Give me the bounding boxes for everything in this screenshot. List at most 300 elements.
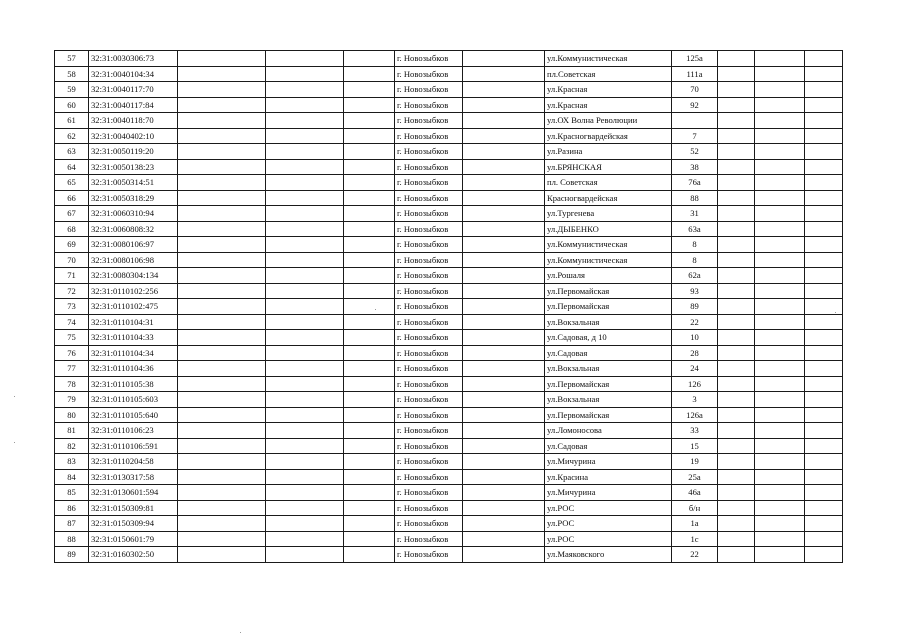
empty-cell (718, 516, 755, 532)
empty-cell (463, 531, 545, 547)
city-cell: г. Новозыбков (395, 66, 463, 82)
empty-cell (755, 175, 805, 191)
empty-cell (755, 438, 805, 454)
empty-cell (755, 128, 805, 144)
street-cell: ул.Красная (545, 82, 672, 98)
empty-cell (755, 531, 805, 547)
empty-cell (805, 128, 843, 144)
empty-cell (805, 97, 843, 113)
empty-cell (805, 66, 843, 82)
cadastral-number-cell: 32:31:0110104:36 (89, 361, 178, 377)
empty-cell (178, 330, 266, 346)
empty-cell (266, 392, 344, 408)
empty-cell (344, 144, 395, 160)
empty-cell (266, 159, 344, 175)
empty-cell (266, 175, 344, 191)
row-number-cell: 62 (55, 128, 89, 144)
house-number-cell: 38 (672, 159, 718, 175)
street-cell: ул.Первомайская (545, 299, 672, 315)
empty-cell (344, 531, 395, 547)
city-cell: г. Новозыбков (395, 221, 463, 237)
empty-cell (805, 283, 843, 299)
empty-cell (718, 283, 755, 299)
street-cell: ул.Садовая (545, 438, 672, 454)
empty-cell (178, 392, 266, 408)
empty-cell (266, 190, 344, 206)
cadastral-number-cell: 32:31:0080106:98 (89, 252, 178, 268)
empty-cell (266, 314, 344, 330)
empty-cell (805, 392, 843, 408)
table-row (55, 252, 843, 268)
table-row (55, 407, 843, 423)
cadastral-number-cell: 32:31:0080106:97 (89, 237, 178, 253)
empty-cell (755, 252, 805, 268)
empty-cell (266, 423, 344, 439)
empty-cell (755, 485, 805, 501)
empty-cell (178, 516, 266, 532)
empty-cell (805, 82, 843, 98)
empty-cell (755, 144, 805, 160)
empty-cell (755, 407, 805, 423)
empty-cell (344, 51, 395, 67)
empty-cell (463, 438, 545, 454)
street-cell: ул.Маяковского (545, 547, 672, 563)
city-cell: г. Новозыбков (395, 392, 463, 408)
cadastral-number-cell: 32:31:0110105:640 (89, 407, 178, 423)
empty-cell (344, 268, 395, 284)
empty-cell (805, 438, 843, 454)
row-number-cell: 77 (55, 361, 89, 377)
empty-cell (266, 361, 344, 377)
row-number-cell: 59 (55, 82, 89, 98)
empty-cell (805, 330, 843, 346)
scan-speck (14, 442, 15, 443)
row-number-cell: 82 (55, 438, 89, 454)
row-number-cell: 67 (55, 206, 89, 222)
empty-cell (718, 376, 755, 392)
street-cell: ул.БРЯНСКАЯ (545, 159, 672, 175)
empty-cell (805, 376, 843, 392)
empty-cell (178, 407, 266, 423)
cadastral-number-cell: 32:31:0040402:10 (89, 128, 178, 144)
table-row (55, 454, 843, 470)
row-number-cell: 79 (55, 392, 89, 408)
empty-cell (718, 314, 755, 330)
street-cell: ул.Первомайская (545, 283, 672, 299)
city-cell: г. Новозыбков (395, 97, 463, 113)
cadastral-registry-table (54, 50, 843, 563)
street-cell: ул.Садовая (545, 345, 672, 361)
empty-cell (805, 144, 843, 160)
empty-cell (266, 345, 344, 361)
city-cell: г. Новозыбков (395, 237, 463, 253)
city-cell: г. Новозыбков (395, 144, 463, 160)
empty-cell (718, 547, 755, 563)
city-cell: г. Новозыбков (395, 531, 463, 547)
cadastral-number-cell: 32:31:0110105:38 (89, 376, 178, 392)
empty-cell (344, 516, 395, 532)
empty-cell (805, 190, 843, 206)
empty-cell (718, 500, 755, 516)
empty-cell (344, 361, 395, 377)
empty-cell (266, 252, 344, 268)
empty-cell (266, 206, 344, 222)
row-number-cell: 63 (55, 144, 89, 160)
empty-cell (463, 144, 545, 160)
empty-cell (755, 361, 805, 377)
empty-cell (718, 469, 755, 485)
cadastral-number-cell: 32:31:0060310:94 (89, 206, 178, 222)
empty-cell (805, 113, 843, 129)
table-row (55, 531, 843, 547)
table-row (55, 283, 843, 299)
empty-cell (178, 190, 266, 206)
street-cell: ул.Ломоносова (545, 423, 672, 439)
street-cell: ул.Коммунистическая (545, 252, 672, 268)
empty-cell (178, 206, 266, 222)
scan-speck (14, 396, 15, 397)
empty-cell (178, 159, 266, 175)
empty-cell (805, 500, 843, 516)
house-number-cell: 24 (672, 361, 718, 377)
empty-cell (463, 66, 545, 82)
street-cell: ул.Красногвардейская (545, 128, 672, 144)
cadastral-number-cell: 32:31:0050138:23 (89, 159, 178, 175)
empty-cell (463, 469, 545, 485)
empty-cell (266, 454, 344, 470)
empty-cell (344, 206, 395, 222)
city-cell: г. Новозыбков (395, 190, 463, 206)
house-number-cell: 63а (672, 221, 718, 237)
house-number-cell: 25а (672, 469, 718, 485)
row-number-cell: 61 (55, 113, 89, 129)
empty-cell (344, 314, 395, 330)
empty-cell (463, 392, 545, 408)
row-number-cell: 69 (55, 237, 89, 253)
empty-cell (266, 299, 344, 315)
street-cell: ул.Мичурина (545, 454, 672, 470)
cadastral-number-cell: 32:31:0150309:81 (89, 500, 178, 516)
empty-cell (266, 283, 344, 299)
row-number-cell: 83 (55, 454, 89, 470)
empty-cell (755, 500, 805, 516)
house-number-cell: 33 (672, 423, 718, 439)
row-number-cell: 60 (55, 97, 89, 113)
scan-speck (835, 312, 836, 313)
empty-cell (344, 485, 395, 501)
street-cell: ул.РОС (545, 500, 672, 516)
cadastral-number-cell: 32:31:0110104:34 (89, 345, 178, 361)
empty-cell (755, 423, 805, 439)
empty-cell (805, 423, 843, 439)
empty-cell (463, 82, 545, 98)
empty-cell (718, 97, 755, 113)
city-cell: г. Новозыбков (395, 345, 463, 361)
empty-cell (178, 314, 266, 330)
empty-cell (718, 361, 755, 377)
table-row (55, 423, 843, 439)
row-number-cell: 86 (55, 500, 89, 516)
empty-cell (344, 175, 395, 191)
city-cell: г. Новозыбков (395, 454, 463, 470)
cadastral-number-cell: 32:31:0040117:84 (89, 97, 178, 113)
empty-cell (718, 407, 755, 423)
empty-cell (718, 175, 755, 191)
house-number-cell: 7 (672, 128, 718, 144)
row-number-cell: 78 (55, 376, 89, 392)
row-number-cell: 80 (55, 407, 89, 423)
street-cell: ул.Мичурина (545, 485, 672, 501)
empty-cell (718, 423, 755, 439)
empty-cell (463, 190, 545, 206)
empty-cell (463, 376, 545, 392)
cadastral-number-cell: 32:31:0110204:58 (89, 454, 178, 470)
empty-cell (463, 252, 545, 268)
cadastral-number-cell: 32:31:0110102:256 (89, 283, 178, 299)
empty-cell (178, 283, 266, 299)
house-number-cell: 22 (672, 547, 718, 563)
empty-cell (266, 531, 344, 547)
city-cell: г. Новозыбков (395, 128, 463, 144)
house-number-cell: 93 (672, 283, 718, 299)
cadastral-number-cell: 32:31:0040117:70 (89, 82, 178, 98)
table-row (55, 190, 843, 206)
empty-cell (718, 531, 755, 547)
empty-cell (266, 516, 344, 532)
city-cell: г. Новозыбков (395, 469, 463, 485)
empty-cell (805, 531, 843, 547)
empty-cell (266, 330, 344, 346)
street-cell: ул.РОС (545, 516, 672, 532)
city-cell: г. Новозыбков (395, 252, 463, 268)
row-number-cell: 66 (55, 190, 89, 206)
empty-cell (178, 237, 266, 253)
empty-cell (178, 500, 266, 516)
empty-cell (755, 237, 805, 253)
table-row (55, 237, 843, 253)
cadastral-number-cell: 32:31:0060808:32 (89, 221, 178, 237)
city-cell: г. Новозыбков (395, 547, 463, 563)
table-row (55, 82, 843, 98)
empty-cell (178, 531, 266, 547)
empty-cell (178, 252, 266, 268)
empty-cell (463, 283, 545, 299)
empty-cell (463, 423, 545, 439)
empty-cell (178, 547, 266, 563)
empty-cell (344, 82, 395, 98)
city-cell: г. Новозыбков (395, 82, 463, 98)
table-row (55, 51, 843, 67)
cadastral-number-cell: 32:31:0150309:94 (89, 516, 178, 532)
empty-cell (178, 51, 266, 67)
empty-cell (718, 159, 755, 175)
empty-cell (463, 407, 545, 423)
empty-cell (718, 299, 755, 315)
empty-cell (266, 82, 344, 98)
city-cell: г. Новозыбков (395, 438, 463, 454)
empty-cell (463, 330, 545, 346)
empty-cell (344, 330, 395, 346)
empty-cell (178, 144, 266, 160)
street-cell: ул.Рошаля (545, 268, 672, 284)
table-row (55, 299, 843, 315)
city-cell: г. Новозыбков (395, 314, 463, 330)
empty-cell (178, 423, 266, 439)
empty-cell (805, 407, 843, 423)
cadastral-number-cell: 32:31:0030306:73 (89, 51, 178, 67)
empty-cell (755, 51, 805, 67)
empty-cell (805, 159, 843, 175)
empty-cell (344, 128, 395, 144)
city-cell: г. Новозыбков (395, 268, 463, 284)
house-number-cell: 1а (672, 516, 718, 532)
empty-cell (463, 113, 545, 129)
city-cell: г. Новозыбков (395, 407, 463, 423)
empty-cell (718, 268, 755, 284)
row-number-cell: 89 (55, 547, 89, 563)
street-cell: ул.РОС (545, 531, 672, 547)
empty-cell (805, 361, 843, 377)
house-number-cell: 1с (672, 531, 718, 547)
empty-cell (266, 66, 344, 82)
empty-cell (266, 500, 344, 516)
row-number-cell: 64 (55, 159, 89, 175)
row-number-cell: 72 (55, 283, 89, 299)
house-number-cell: 46а (672, 485, 718, 501)
empty-cell (755, 97, 805, 113)
empty-cell (805, 268, 843, 284)
house-number-cell: 3 (672, 392, 718, 408)
city-cell: г. Новозыбков (395, 159, 463, 175)
empty-cell (344, 469, 395, 485)
house-number-cell: 28 (672, 345, 718, 361)
street-cell: ул.Вокзальная (545, 392, 672, 408)
table-row (55, 500, 843, 516)
house-number-cell: 8 (672, 237, 718, 253)
row-number-cell: 58 (55, 66, 89, 82)
empty-cell (718, 113, 755, 129)
empty-cell (755, 82, 805, 98)
empty-cell (266, 144, 344, 160)
empty-cell (463, 175, 545, 191)
empty-cell (344, 66, 395, 82)
empty-cell (805, 469, 843, 485)
empty-cell (266, 485, 344, 501)
street-cell: ул.Первомайская (545, 376, 672, 392)
empty-cell (344, 97, 395, 113)
street-cell: ул.Разина (545, 144, 672, 160)
house-number-cell: 126а (672, 407, 718, 423)
city-cell: г. Новозыбков (395, 175, 463, 191)
table-row (55, 345, 843, 361)
table-row (55, 547, 843, 563)
empty-cell (266, 438, 344, 454)
table-row (55, 469, 843, 485)
empty-cell (755, 66, 805, 82)
street-cell: ул.Вокзальная (545, 361, 672, 377)
row-number-cell: 65 (55, 175, 89, 191)
empty-cell (755, 330, 805, 346)
empty-cell (718, 345, 755, 361)
house-number-cell: 88 (672, 190, 718, 206)
empty-cell (718, 330, 755, 346)
scan-speck (375, 309, 376, 310)
house-number-cell: 126 (672, 376, 718, 392)
table-row (55, 144, 843, 160)
empty-cell (755, 392, 805, 408)
empty-cell (755, 268, 805, 284)
table-row (55, 392, 843, 408)
empty-cell (718, 438, 755, 454)
empty-cell (344, 376, 395, 392)
table-row (55, 175, 843, 191)
empty-cell (463, 159, 545, 175)
empty-cell (344, 113, 395, 129)
house-number-cell: 92 (672, 97, 718, 113)
street-cell: ул.Коммунистическая (545, 237, 672, 253)
house-number-cell: 111а (672, 66, 718, 82)
city-cell: г. Новозыбков (395, 206, 463, 222)
empty-cell (463, 454, 545, 470)
table-row (55, 221, 843, 237)
row-number-cell: 88 (55, 531, 89, 547)
house-number-cell: 125а (672, 51, 718, 67)
table-row (55, 128, 843, 144)
row-number-cell: 57 (55, 51, 89, 67)
empty-cell (178, 345, 266, 361)
city-cell: г. Новозыбков (395, 376, 463, 392)
house-number-cell: 31 (672, 206, 718, 222)
empty-cell (344, 500, 395, 516)
empty-cell (266, 237, 344, 253)
empty-cell (266, 51, 344, 67)
city-cell: г. Новозыбков (395, 283, 463, 299)
row-number-cell: 71 (55, 268, 89, 284)
table-row (55, 314, 843, 330)
empty-cell (178, 376, 266, 392)
empty-cell (805, 547, 843, 563)
row-number-cell: 76 (55, 345, 89, 361)
row-number-cell: 70 (55, 252, 89, 268)
empty-cell (755, 376, 805, 392)
empty-cell (718, 128, 755, 144)
empty-cell (718, 144, 755, 160)
empty-cell (463, 97, 545, 113)
empty-cell (718, 221, 755, 237)
house-number-cell: 62а (672, 268, 718, 284)
table-row (55, 97, 843, 113)
house-number-cell: б/н (672, 500, 718, 516)
row-number-cell: 87 (55, 516, 89, 532)
empty-cell (344, 252, 395, 268)
empty-cell (805, 237, 843, 253)
street-cell: ул.Первомайская (545, 407, 672, 423)
empty-cell (178, 469, 266, 485)
row-number-cell: 84 (55, 469, 89, 485)
empty-cell (805, 206, 843, 222)
scan-speck (240, 632, 241, 633)
row-number-cell: 85 (55, 485, 89, 501)
empty-cell (805, 516, 843, 532)
table-row (55, 113, 843, 129)
cadastral-number-cell: 32:31:0160302:50 (89, 547, 178, 563)
street-cell: ул.Вокзальная (545, 314, 672, 330)
city-cell: г. Новозыбков (395, 51, 463, 67)
empty-cell (178, 97, 266, 113)
empty-cell (463, 485, 545, 501)
empty-cell (266, 128, 344, 144)
house-number-cell: 52 (672, 144, 718, 160)
